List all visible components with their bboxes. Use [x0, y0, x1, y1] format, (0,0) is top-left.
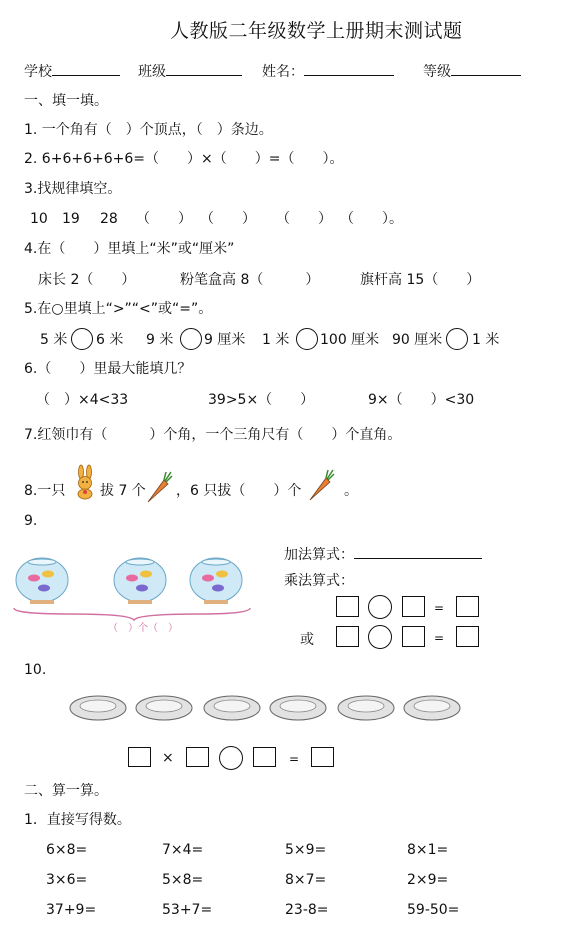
seq-item: 10	[30, 211, 48, 227]
plate-with-cookies	[338, 696, 394, 720]
times-sign: ×	[162, 750, 174, 766]
answer-box[interactable]	[336, 596, 359, 617]
question-8-mid: 拔 7 个	[100, 483, 146, 499]
plate-with-cookies	[404, 696, 460, 720]
operator-circle[interactable]	[219, 746, 243, 770]
compare-circle[interactable]	[71, 328, 93, 350]
compare-right: 1 米	[472, 332, 500, 348]
plate-with-cookies	[136, 696, 192, 720]
question-6: 6.（ ）里最大能填几？	[24, 361, 192, 377]
unit-item: 旗杆高 15（ ）	[360, 272, 481, 288]
question-4: 4.在（ ）里填上“米”或“厘米”	[24, 241, 235, 257]
calc-item: 59-50=	[407, 902, 460, 918]
question-5: 5.在○里填上“>”“<”或“=”。	[24, 301, 213, 317]
brace-bracket	[14, 608, 250, 620]
fish-bowls-illustration	[10, 550, 260, 620]
section1-heading: 一、填一填。	[24, 93, 108, 109]
plate-with-cookies	[204, 696, 260, 720]
answer-box[interactable]	[128, 747, 151, 767]
grade-blank[interactable]	[451, 62, 521, 76]
answer-box[interactable]	[402, 626, 425, 647]
class-blank[interactable]	[166, 62, 242, 76]
answer-box[interactable]	[402, 596, 425, 617]
seq-blank[interactable]: （ ）	[200, 211, 256, 227]
question-3: 3.找规律填空。	[24, 181, 122, 197]
unit-item: 床长 2（ ）	[38, 272, 136, 288]
question-1: 1. 一个角有（ ）个顶点，（ ）条边。	[24, 122, 273, 138]
page-title: 人教版二年级数学上册期末测试题	[170, 20, 463, 42]
carrot-icon	[306, 468, 336, 502]
class-field: 班级	[138, 62, 242, 79]
addition-blank[interactable]	[354, 545, 482, 559]
section2-question-1: 1．直接写得数。	[24, 812, 131, 828]
max-item: 39>5×（ ）	[208, 392, 315, 408]
compare-left: 9 米	[146, 332, 174, 348]
calc-item: 8×7=	[285, 872, 327, 888]
operator-circle[interactable]	[368, 625, 392, 649]
answer-box[interactable]	[186, 747, 209, 767]
seq-item: 28	[100, 211, 118, 227]
name-blank[interactable]	[304, 62, 394, 76]
answer-box[interactable]	[456, 626, 479, 647]
answer-box[interactable]	[311, 747, 334, 767]
calc-item: 2×9=	[407, 872, 449, 888]
equals-sign: =	[434, 601, 445, 615]
school-field: 学校	[24, 62, 120, 79]
compare-circle[interactable]	[446, 328, 468, 350]
fish-bowl	[190, 558, 242, 604]
calc-item: 23-8=	[285, 902, 329, 918]
seq-blank[interactable]: （ ）	[276, 211, 332, 227]
plate-with-cookies	[70, 696, 126, 720]
compare-right: 6 米	[96, 332, 124, 348]
calc-item: 3×6=	[46, 872, 88, 888]
calc-item: 6×8=	[46, 842, 88, 858]
question-8-start: 8.一只	[24, 483, 66, 499]
unit-item: 粉笔盒高 8（ ）	[180, 272, 320, 288]
calc-item: 37+9=	[46, 902, 97, 918]
question-7: 7.红领巾有（ ）个角，一个三角尺有（ ）个直角。	[24, 427, 402, 443]
fish-bowl	[114, 558, 166, 604]
compare-right: 100 厘米	[320, 332, 380, 348]
question-10-label: 10.	[24, 662, 47, 678]
grade-field: 等级	[423, 62, 521, 79]
carrot-icon	[144, 470, 174, 504]
name-field: 姓名：	[262, 62, 394, 79]
question-8-end: ，6 只拔（ ）个	[176, 483, 302, 499]
school-blank[interactable]	[52, 62, 120, 76]
seq-blank[interactable]: （ ）。	[340, 211, 403, 227]
compare-left: 90 厘米	[392, 332, 443, 348]
seq-blank[interactable]: （ ）	[136, 211, 192, 227]
max-item: 9×（ ）<30	[368, 392, 475, 408]
rabbit-icon	[72, 464, 98, 500]
answer-box[interactable]	[336, 626, 359, 647]
answer-box[interactable]	[456, 596, 479, 617]
multiplication-label: 乘法算式：	[284, 573, 354, 589]
operator-circle[interactable]	[368, 595, 392, 619]
equals-sign: =	[289, 752, 300, 766]
calc-item: 53+7=	[162, 902, 213, 918]
seq-item: 19	[62, 211, 80, 227]
compare-circle[interactable]	[180, 328, 202, 350]
max-item: （ ）×4<33	[36, 392, 129, 408]
calc-item: 8×1=	[407, 842, 449, 858]
fish-bowl	[16, 558, 68, 604]
question-9-label: 9.	[24, 513, 38, 529]
calc-item: 7×4=	[162, 842, 204, 858]
compare-right: 9 厘米	[204, 332, 246, 348]
plate-with-cookies	[270, 696, 326, 720]
bowl-count-label: （ ）个（ ）	[108, 623, 178, 634]
question-8-period: 。	[344, 483, 358, 499]
or-label: 或	[300, 632, 314, 648]
compare-circle[interactable]	[296, 328, 318, 350]
equals-sign: =	[434, 631, 445, 645]
addition-label: 加法算式：	[284, 545, 482, 562]
calc-item: 5×8=	[162, 872, 204, 888]
plates-illustration	[68, 692, 468, 724]
question-2: 2. 6+6+6+6+6=（ ）×（ ）=（ ）。	[24, 151, 344, 167]
section2-heading: 二、算一算。	[24, 783, 108, 799]
calc-item: 5×9=	[285, 842, 327, 858]
compare-left: 5 米	[40, 332, 68, 348]
answer-box[interactable]	[253, 747, 276, 767]
compare-left: 1 米	[262, 332, 290, 348]
